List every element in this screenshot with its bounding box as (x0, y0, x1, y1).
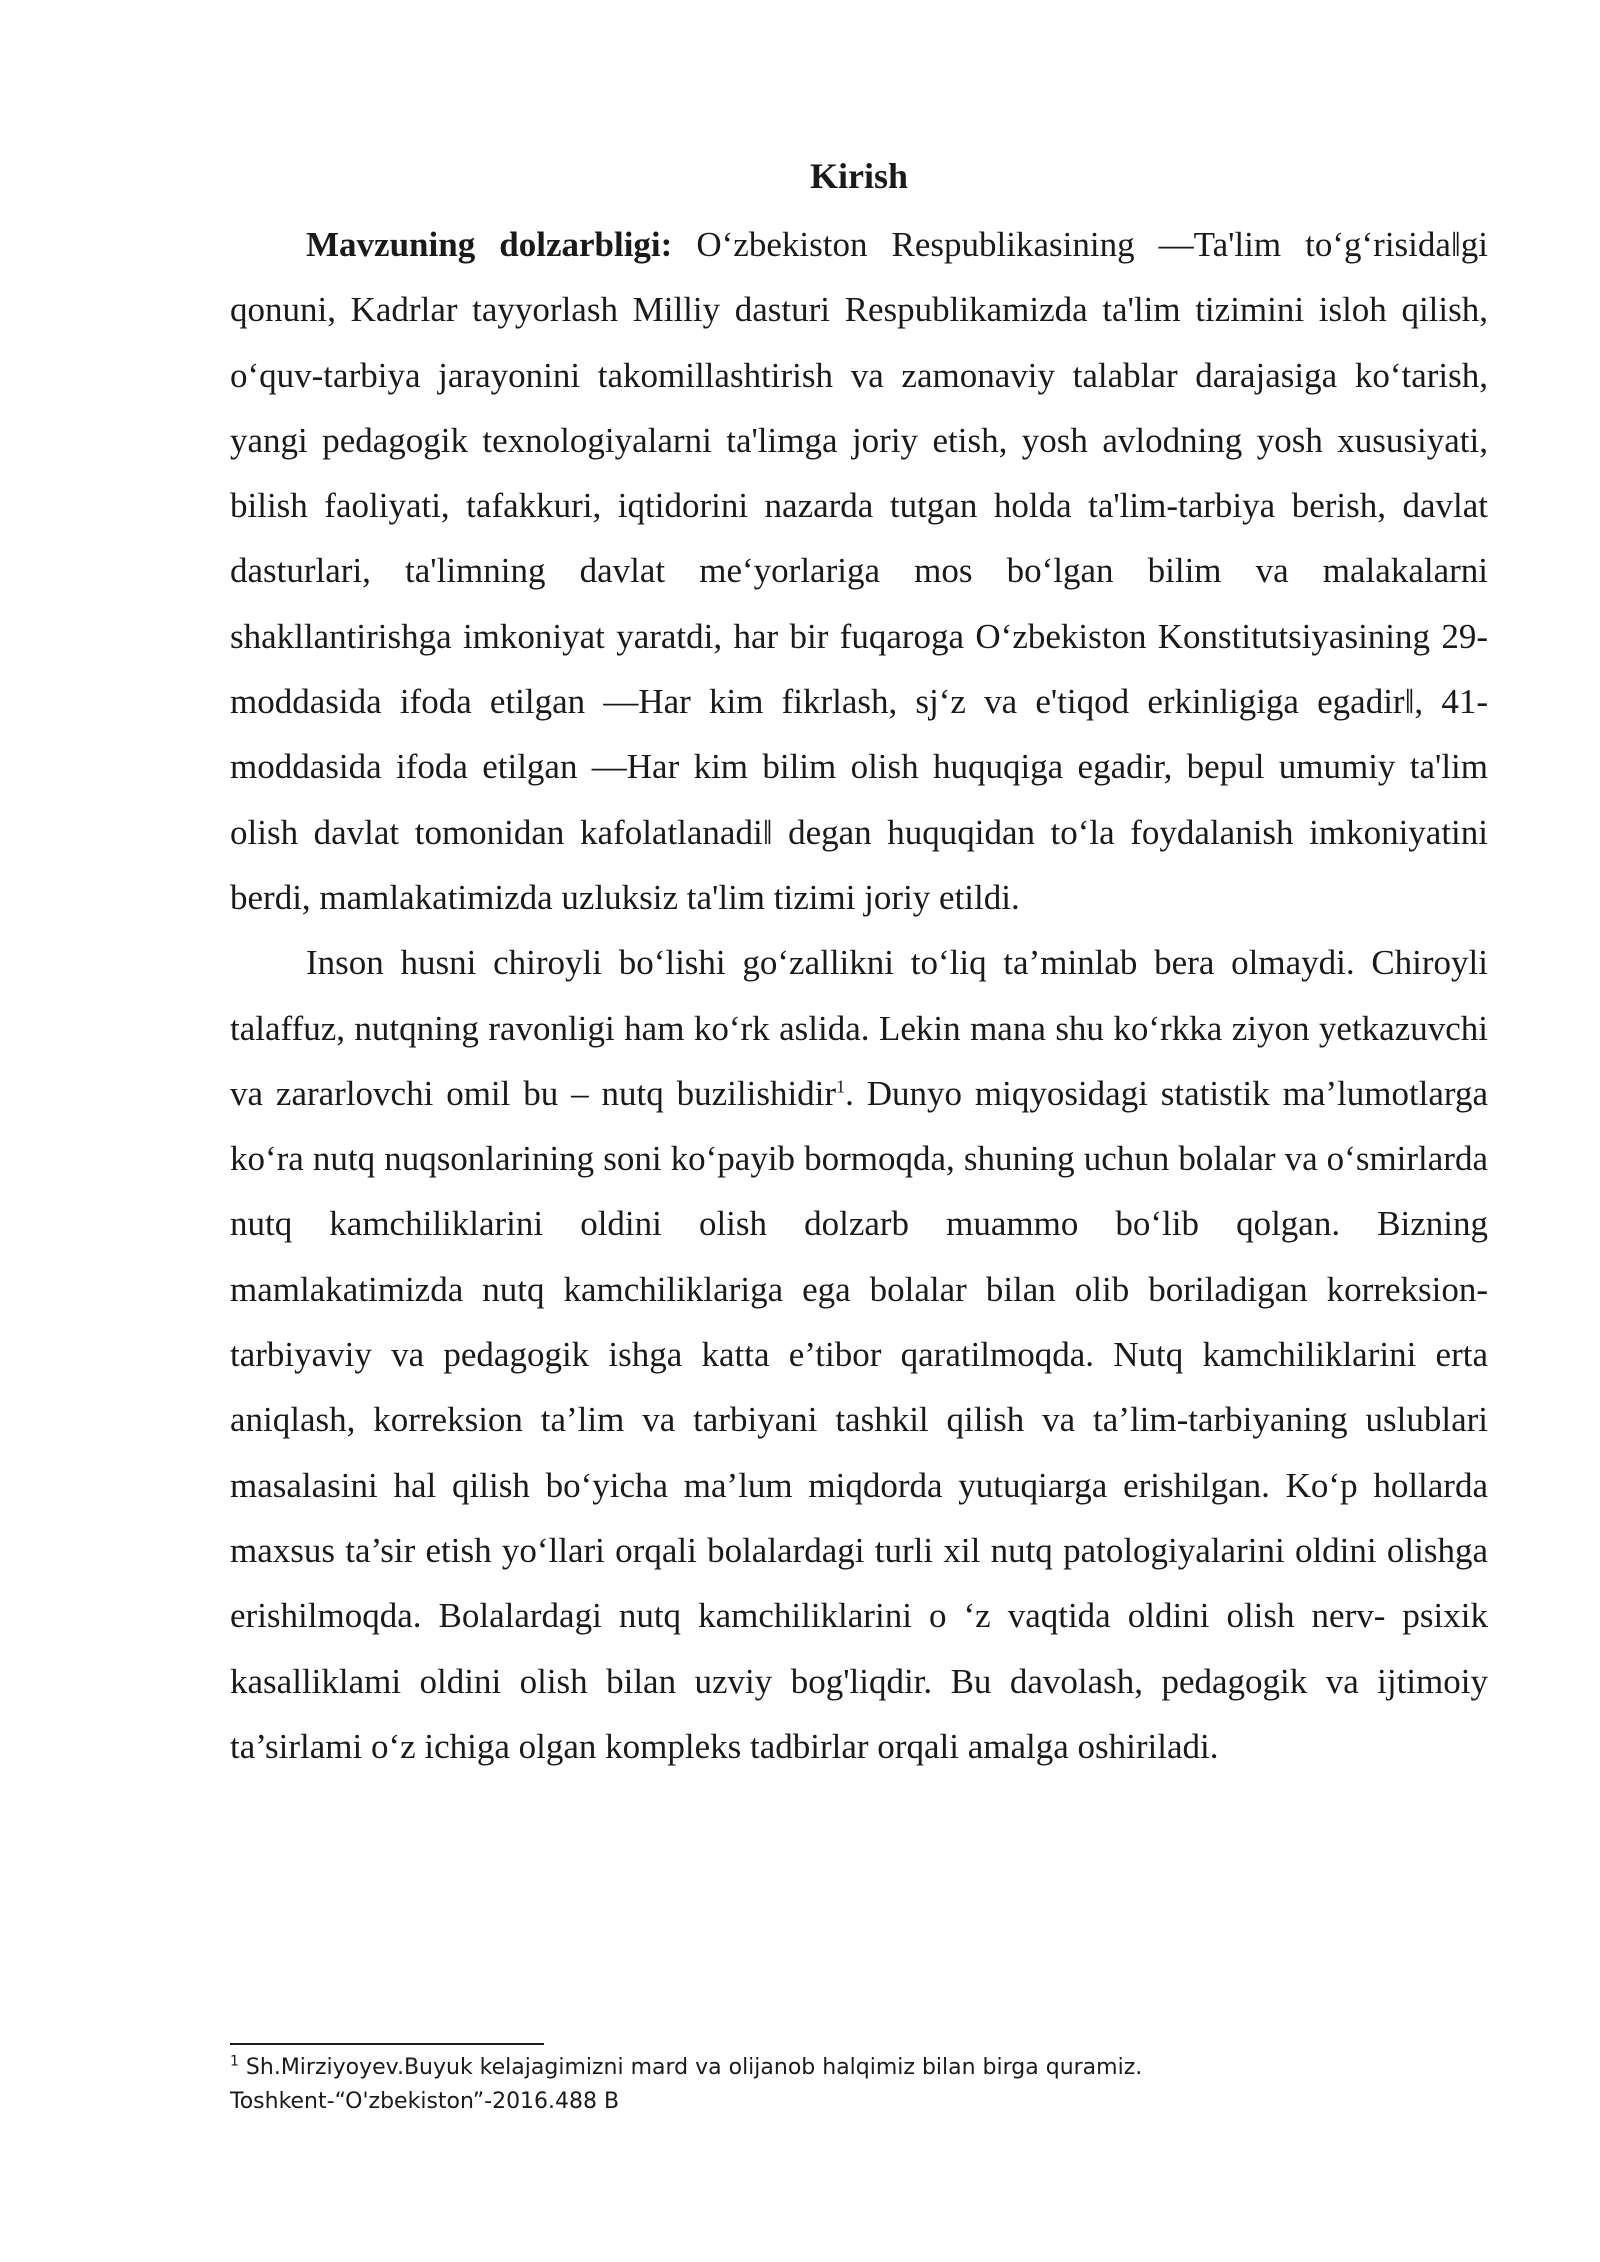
paragraph-speech (230, 930, 1488, 1779)
relevance-lead: Mavzuning dolzarbligi: (306, 225, 673, 264)
footnote-separator (230, 2043, 544, 2045)
document-body (230, 140, 1488, 1779)
speech-text-before-ref: Inson husni chiroyli bo‘lishi go‘zallikni to‘liq ta’minlab bera olmaydi. Chiroyli talaffuz, nutqning ravonligi ham ko‘rk aslida. Lekin mana shu ko‘rkka ziyon yetkazuvchi va zararlovchi omil bu – nutq buzilishidir (230, 943, 1488, 1113)
relevance-text: O‘zbekiston Respublikasining ―Ta'lim to‘g‘risida‖gi qonuni, Kadrlar tayyorlash Milliy dasturi Respublikamizda ta'lim tizimini isloh qilish, o‘quv-tarbiya jarayonini takomillashtirish va zamonaviy talablar darajasiga ko‘tarish, yangi pedagogik texnologiyalarni ta'limga joriy etish, yosh avlodning yosh xususiyati, bilish faoliyati, tafakkuri, iqtidorini nazarda tutgan holda ta'lim-tarbiya berish, davlat dasturlari, ta'limning davlat me‘yorlariga mos bo‘lgan bilim va malakalarni shakllantirishga imkoniyat yaratdi, har bir fuqaroga O‘zbekiston Konstitutsiyasining 29- moddasida ifoda etilgan ―Har kim fikrlash, sj‘z va e'tiqod erkinligiga egadir‖, 41- moddasida ifoda etilgan ―Har kim bilim olish huquqiga egadir, bepul umumiy ta'lim olish davlat tomonidan kafolatlanadi‖ degan huquqidan to‘la foydalanish imkoniyatini berdi, mamlakatimizda uzluksiz ta'lim tizimi joriy etildi. (230, 225, 1488, 917)
footnote (230, 2051, 1488, 2119)
footnote-text: Sh.Mirziyoyev.Buyuk kelajagimizni mard va olijanob halqimiz bilan birga quramiz. Toshkent-“O'zbekiston”-2016.488 B (230, 2055, 1143, 2114)
speech-text-after-ref: . Dunyo miqyosidagi statistik ma’lumotlarga ko‘ra nutq nuqsonlarining soni ko‘payib bormoqda, shuning uchun bolalar va o‘smirlarda nutq kamchiliklarini oldini olish dolzarb muammo bo‘lib qolgan. Bizning mamlakatimizda nutq kamchiliklariga ega bolalar bilan olib boriladigan korreksion-tarbiyaviy va pedagogik ishga katta e’tibor qaratilmoqda. Nutq kamchiliklarini erta aniqlash, korreksion ta’lim va tarbiyani tashkil qilish va ta’lim-tarbiyaning uslublari masalasini hal qilish bo‘yicha ma’lum miqdorda yutuqiarga erishilgan. Ko‘p hollarda maxsus ta’sir etish yo‘llari orqali bolalardagi turli xil nutq patologiyalarini oldini olishga erishilmoqda. Bolalardagi nutq kamchiliklarini o ‘z vaqtida oldini olish nerv- psixik kasalliklami oldini olish bilan uzviy bog'liqdir. Bu davolash, pedagogik va ijtimoiy ta’sirlami o‘z ichiga olgan kompleks tadbirlar orqali amalga oshiriladi. (230, 1073, 1488, 1766)
footnote-marker: 1 (230, 2053, 239, 2070)
page-title: Kirish (809, 156, 908, 196)
paragraph-relevance (230, 212, 1488, 930)
footnote-reference[interactable]: 1 (836, 1076, 846, 1097)
